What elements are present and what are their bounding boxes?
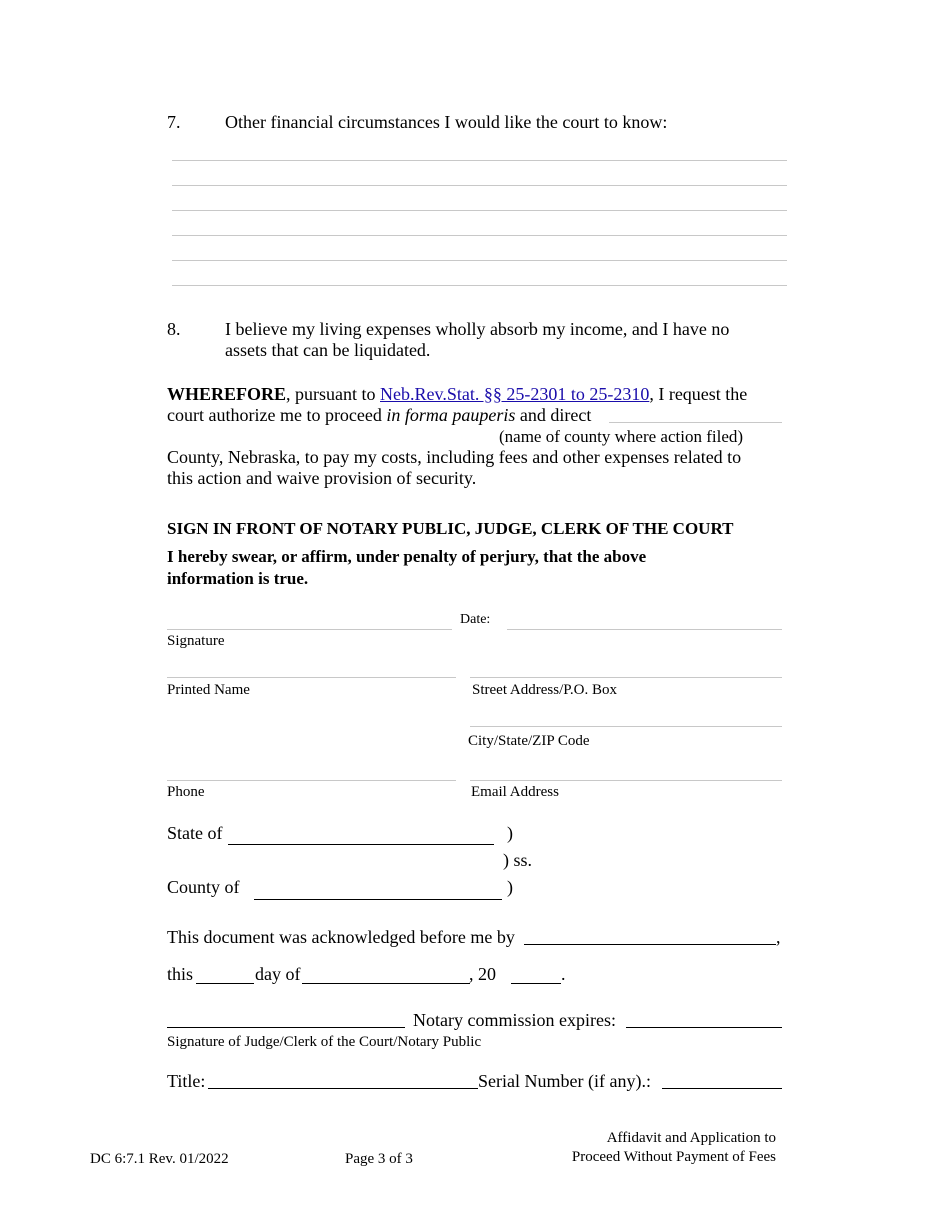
year-field[interactable] <box>511 983 561 984</box>
county-caption: (name of county where action filed) <box>499 427 744 446</box>
street-address-label: Street Address/P.O. Box <box>472 682 618 698</box>
form-id: DC 6:7.1 Rev. 01/2022 <box>90 1151 229 1167</box>
day-field[interactable] <box>196 983 254 984</box>
day-of-label: day of <box>255 964 301 984</box>
date-period: . <box>561 964 566 984</box>
email-field[interactable] <box>470 780 782 781</box>
printed-name-label: Printed Name <box>167 682 250 698</box>
commission-expires-field[interactable] <box>626 1027 782 1028</box>
wherefore-bold: WHEREFORE <box>167 384 287 404</box>
this-label: this <box>167 964 194 984</box>
item-7-number: 7. <box>167 112 181 132</box>
signature-label: Signature <box>167 633 225 649</box>
acknowledged-by-field[interactable] <box>524 944 776 945</box>
answer-line-5[interactable] <box>172 260 787 261</box>
oath-line-2: information is true. <box>167 569 309 588</box>
answer-line-4[interactable] <box>172 235 787 236</box>
county-name-field[interactable] <box>609 422 782 423</box>
sign-heading: SIGN IN FRONT OF NOTARY PUBLIC, JUDGE, CLERK OF THE COURT <box>167 519 734 538</box>
answer-line-2[interactable] <box>172 185 787 186</box>
acknowledgment-text: This document was acknowledged before me by <box>167 927 515 947</box>
item-8-number: 8. <box>167 319 181 339</box>
item-8-line-2: assets that can be liquidated. <box>225 340 431 360</box>
answer-line-6[interactable] <box>172 285 787 286</box>
wherefore-pre-link: , pursuant to <box>286 384 381 404</box>
venue-ss: ) ss. <box>503 850 533 870</box>
signature-field[interactable] <box>167 629 452 630</box>
venue-paren-2: ) <box>507 877 513 897</box>
printed-name-field[interactable] <box>167 677 456 678</box>
wherefore-line-2a: court authorize me to proceed <box>167 405 387 425</box>
commission-expires-label: Notary commission expires: <box>413 1010 616 1030</box>
oath-line-1: I hereby swear, or affirm, under penalty of perjury, that the above <box>167 547 647 566</box>
title-field[interactable] <box>208 1088 478 1089</box>
wherefore-line-1 <box>167 383 747 405</box>
footer-title-line-2: Proceed Without Payment of Fees <box>571 1149 776 1165</box>
item-7-text: Other financial circumstances I would like the court to know: <box>225 112 668 132</box>
wherefore-post-link: , I request the <box>649 384 748 404</box>
statute-link[interactable]: Neb.Rev.Stat. §§ 25-2301 to 25-2310 <box>380 384 650 404</box>
county-of-label: County of <box>167 877 240 897</box>
footer-title-line-1: Affidavit and Application to <box>606 1130 776 1146</box>
answer-line-3[interactable] <box>172 210 787 211</box>
item-8-line-1: I believe my living expenses wholly absorb my income, and I have no <box>225 319 730 339</box>
city-state-zip-field[interactable] <box>470 726 782 727</box>
wherefore-line-2b: and direct <box>515 405 592 425</box>
serial-number-label: Serial Number (if any).: <box>478 1071 651 1091</box>
month-field[interactable] <box>302 983 470 984</box>
wherefore-line-4: this action and waive provision of security. <box>167 468 477 488</box>
serial-number-field[interactable] <box>662 1088 782 1089</box>
in-forma-pauperis: in forma pauperis <box>386 405 516 425</box>
wherefore-line-2 <box>167 404 591 426</box>
date-field[interactable] <box>507 629 782 630</box>
street-address-field[interactable] <box>470 677 782 678</box>
date-label: Date: <box>460 612 491 627</box>
state-of-label: State of <box>167 823 223 843</box>
venue-paren-1: ) <box>507 823 513 843</box>
state-field[interactable] <box>228 844 494 845</box>
acknowledgment-comma: , <box>776 927 781 947</box>
email-label: Email Address <box>471 784 559 800</box>
notary-signature-field[interactable] <box>167 1027 405 1028</box>
county-field[interactable] <box>254 899 502 900</box>
city-state-zip-label: City/State/ZIP Code <box>468 733 590 749</box>
title-label: Title: <box>167 1071 206 1091</box>
notary-signature-caption: Signature of Judge/Clerk of the Court/Notary Public <box>167 1034 482 1050</box>
answer-line-1[interactable] <box>172 160 787 161</box>
year-prefix: , 20 <box>469 964 496 984</box>
phone-label: Phone <box>167 784 205 800</box>
page-number: Page 3 of 3 <box>345 1151 413 1167</box>
wherefore-line-3: County, Nebraska, to pay my costs, including fees and other expenses related to <box>167 447 742 467</box>
phone-field[interactable] <box>167 780 456 781</box>
